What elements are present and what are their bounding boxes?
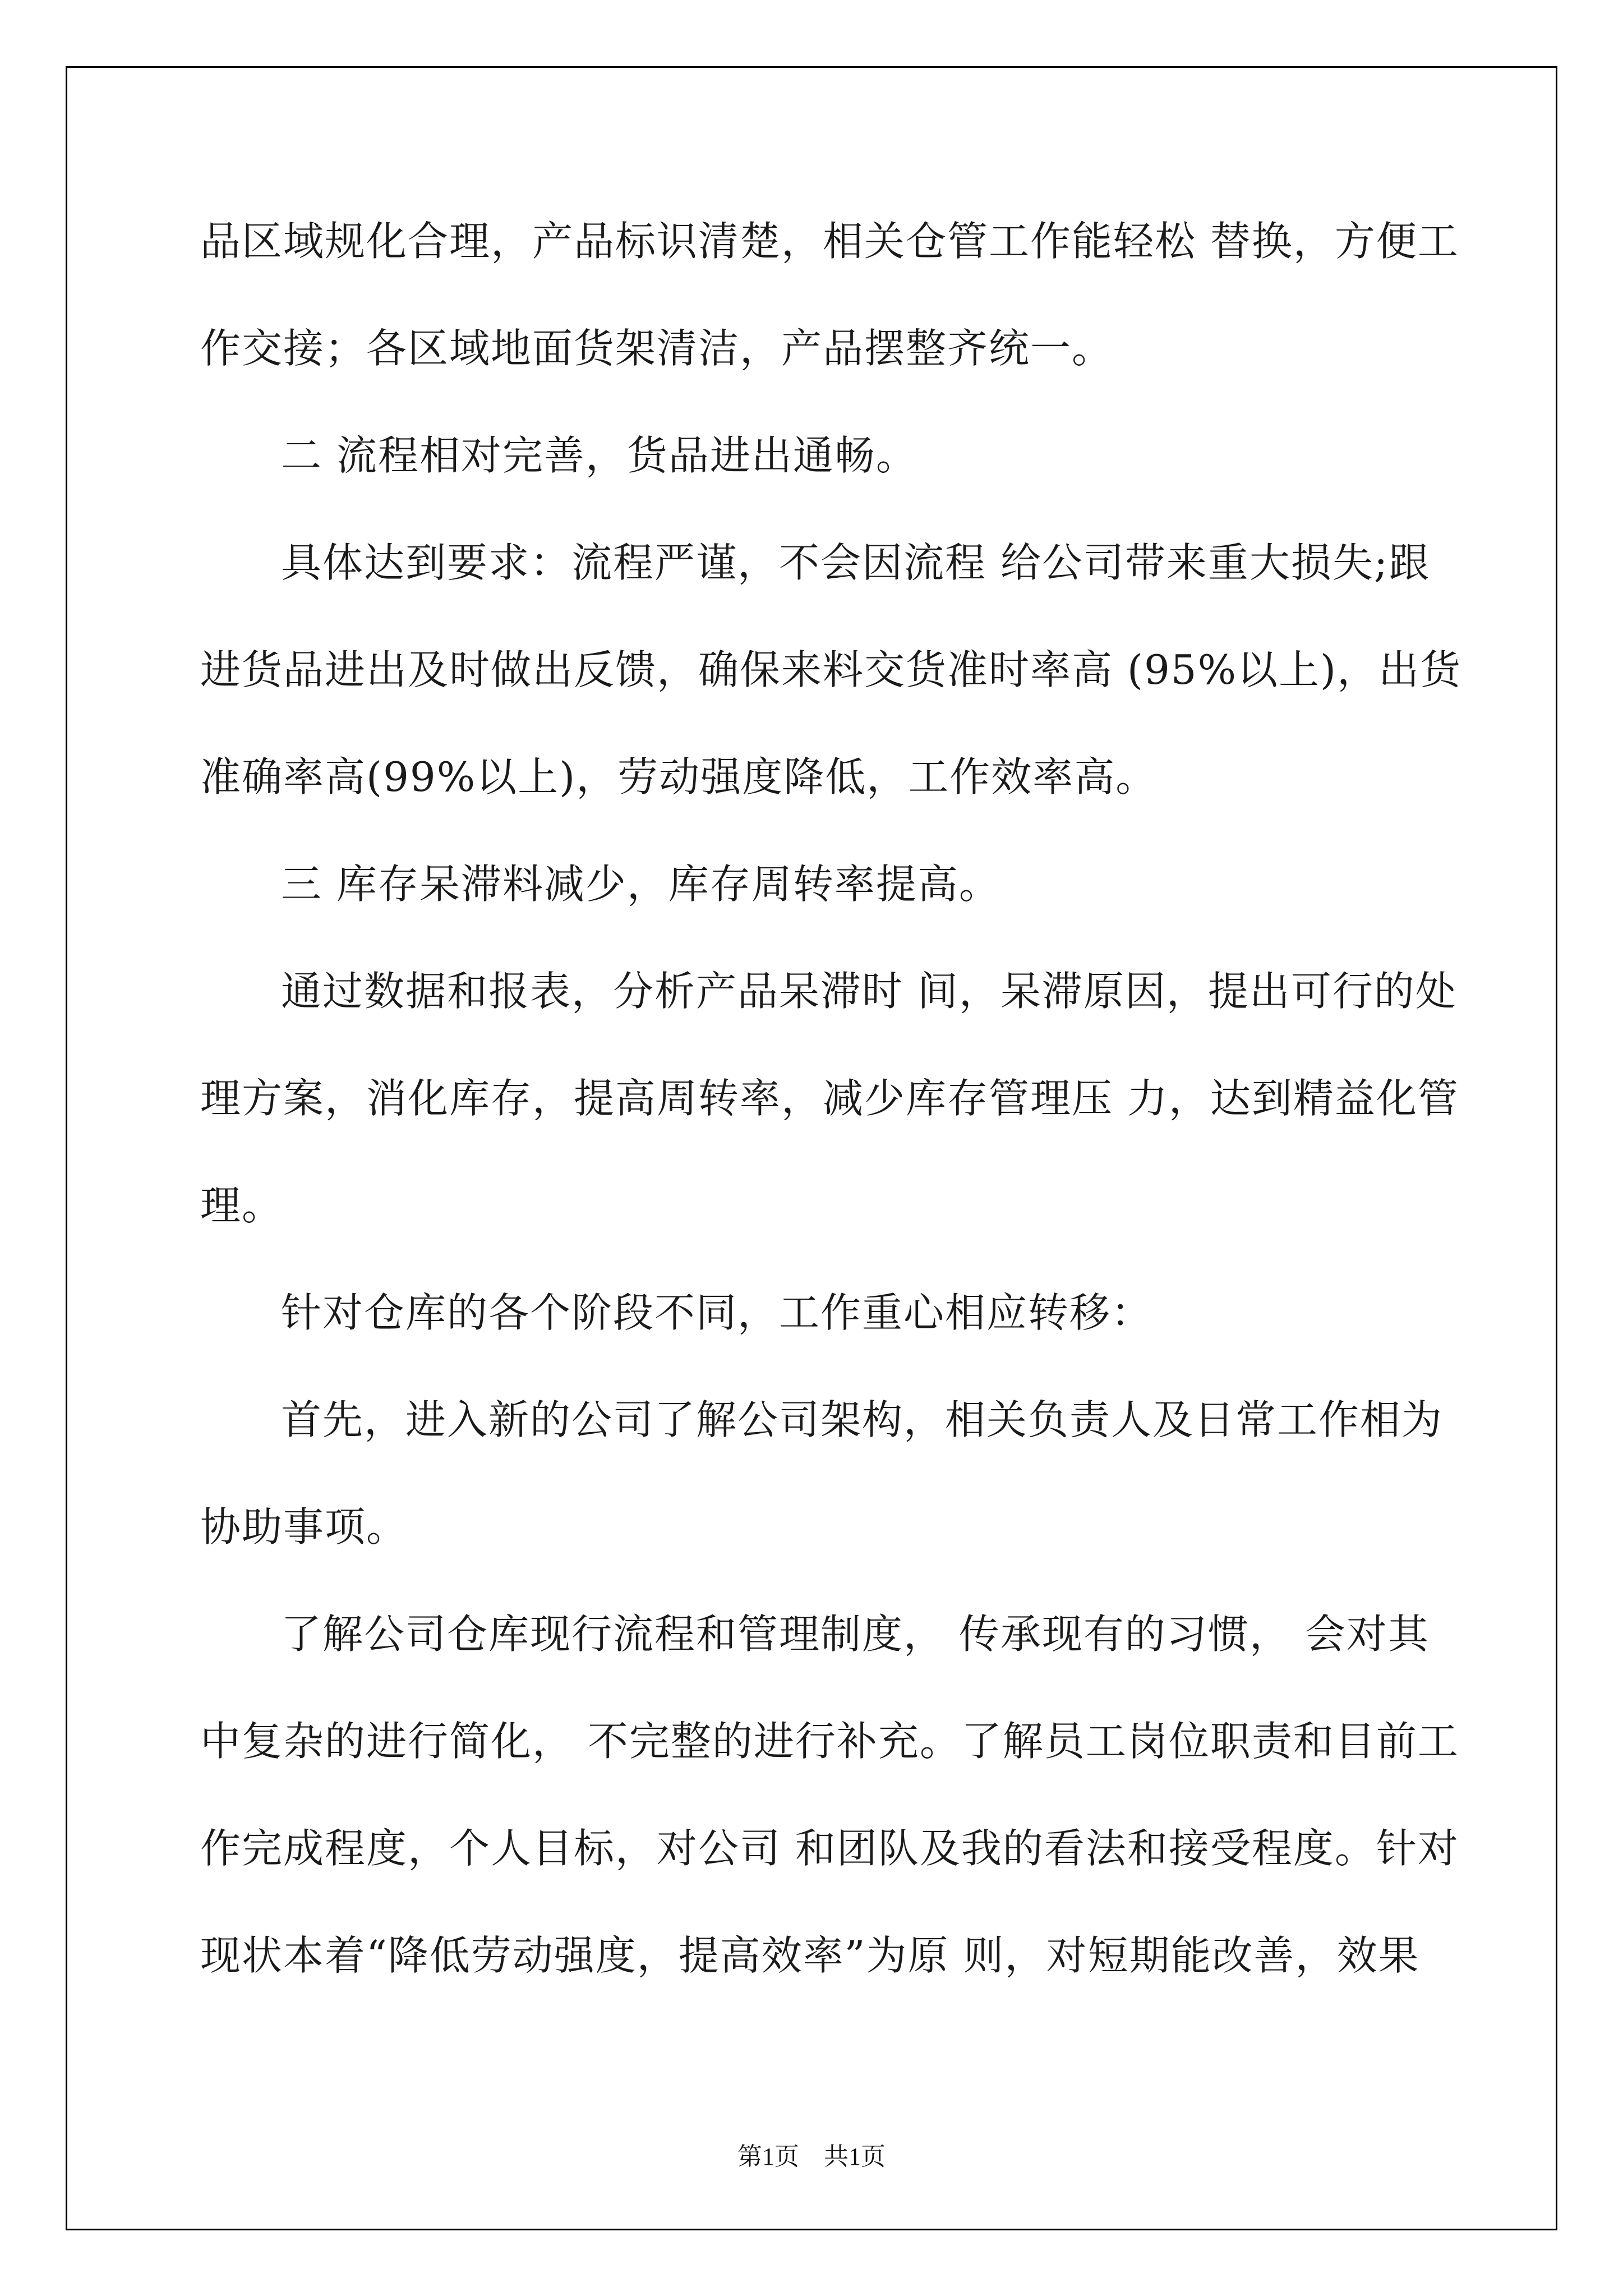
text-line-3: 二 流程相对完善，货品进出通畅。 xyxy=(281,432,917,479)
text-line-15: 中复杂的进行简化， 不完整的进行补充。了解员工岗位职责和目前工 xyxy=(200,1718,1459,1765)
text-line-1: 品区域规化合理，产品标识清楚，相关仓管工作能轻松 替换，方便工 xyxy=(200,218,1459,265)
page-footer: 第1页 共1页 xyxy=(737,2143,886,2170)
page-border xyxy=(66,66,1557,2230)
text-line-10: 理。 xyxy=(200,1182,284,1229)
text-line-8: 通过数据和报表，分析产品呆滞时 间，呆滞原因，提出可行的处 xyxy=(281,968,1457,1015)
text-line-2: 作交接；各区域地面货架清洁，产品摆整齐统一。 xyxy=(200,325,1114,372)
text-line-14: 了解公司仓库现行流程和管理制度， 传承现有的习惯， 会对其 xyxy=(281,1611,1430,1658)
text-line-4: 具体达到要求：流程严谨，不会因流程 给公司带来重大损失;跟 xyxy=(281,539,1431,586)
text-line-11: 针对仓库的各个阶段不同，工作重心相应转移： xyxy=(281,1289,1153,1336)
text-line-17: 现状本着“降低劳动强度，提高效率”为原 则，对短期能改善，效果 xyxy=(200,1932,1420,1979)
text-line-7: 三 库存呆滞料减少，库存周转率提高。 xyxy=(281,861,1000,908)
text-line-5: 进货品进出及时做出反馈，确保来料交货准时率高 (95%以上)，出货 xyxy=(200,646,1462,693)
text-line-12: 首先，进入新的公司了解公司架构，相关负责人及日常工作相为 xyxy=(281,1396,1444,1443)
text-line-6: 准确率高(99%以上)，劳动强度降低，工作效率高。 xyxy=(200,753,1158,800)
text-line-13: 协助事项。 xyxy=(200,1503,408,1550)
text-line-16: 作完成程度，个人目标，对公司 和团队及我的看法和接受程度。针对 xyxy=(200,1825,1459,1872)
text-line-9: 理方案，消化库存，提高周转率，减少库存管理压 力，达到精益化管 xyxy=(200,1075,1459,1122)
